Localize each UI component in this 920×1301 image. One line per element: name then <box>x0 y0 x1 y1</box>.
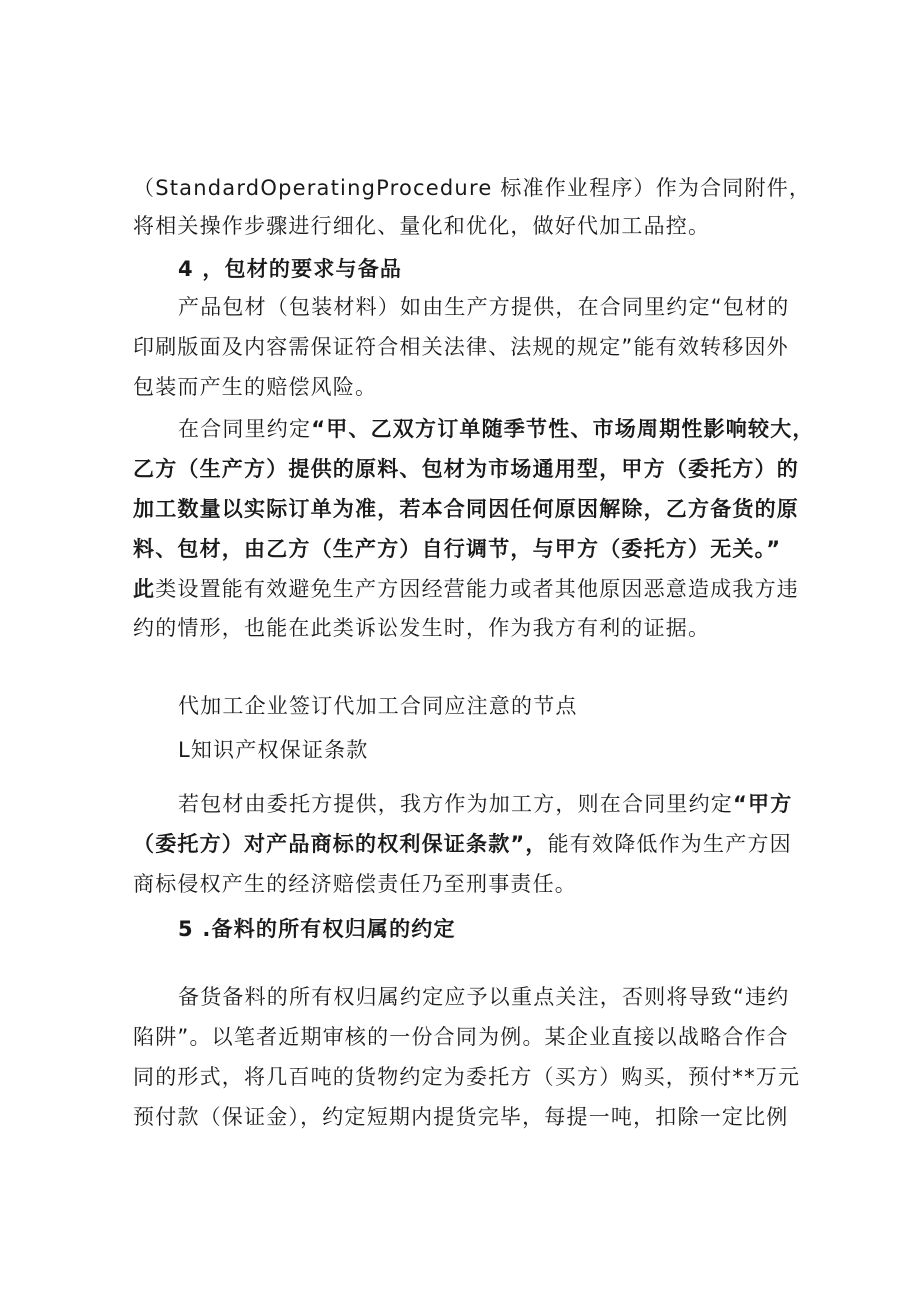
paragraph-line <box>178 790 792 818</box>
paragraph-line: 陷阱”。以笔者近期审核的一份合同为例。某企业直接以战略合作合 <box>133 1025 789 1049</box>
paragraph-line <box>178 415 815 443</box>
paragraph-line: 备货备料的所有权归属约定应予以重点关注，否则将导致“违约 <box>178 985 790 1009</box>
subheading-l: L知识产权保证条款 <box>178 738 369 762</box>
plain-text: 类设置能有效避免生产方因经营能力或者其他原因恶意造成我方违 <box>155 577 800 601</box>
plain-text: 若包材由委托方提供，我方作为加工方，则在合同里约定 <box>178 792 733 816</box>
paragraph-line: 印刷版面及内容需保证符合相关法律、法规的规定”能有效转移因外 <box>133 335 789 359</box>
paragraph-line: 同的形式，将几百吨的货物约定为委托方（买方）购买，预付**万元 <box>133 1065 801 1089</box>
paragraph-line: （StandardOperatingProcedure 标准作业程序）作为合同附件， <box>133 176 812 200</box>
bold-text: （委托方）对产品商标的权利保证条款”， <box>133 832 548 856</box>
plain-text: 能有效降低作为生产方因 <box>547 832 792 856</box>
subheading-5: 5 .备料的所有权归属的约定 <box>178 917 456 941</box>
paragraph-line: 加工数量以实际订单为准，若本合同因任何原因解除，乙方备货的原 <box>133 497 799 521</box>
paragraph-line: 包装而产生的赔偿风险。 <box>133 375 378 399</box>
paragraph-line: 乙方（生产方）提供的原料、包材为市场通用型，甲方（委托方）的 <box>133 457 799 481</box>
paragraph-line: 预付款（保证金），约定短期内提货完毕，每提一吨，扣除一定比例 <box>133 1105 789 1129</box>
paragraph-line: 料、包材，由乙方（生产方）自行调节，与甲方（委托方）无关。” <box>133 537 782 561</box>
bold-text: 此 <box>133 577 156 601</box>
subheading-4: 4 ，包材的要求与备品 <box>178 257 403 281</box>
bold-text: “甲、乙双方订单随季节性、市场周期性影响较大， <box>311 417 815 441</box>
bold-text: “甲方 <box>733 792 793 816</box>
section-title: 代加工企业签订代加工合同应注意的节点 <box>178 694 578 718</box>
paragraph-line: 将相关操作步骤进行细化、量化和优化，做好代加工品控。 <box>133 214 711 238</box>
paragraph-line <box>133 575 799 603</box>
paragraph-line: 产品包材（包装材料）如由生产方提供，在合同里约定“包材的 <box>178 295 790 319</box>
paragraph-line: 约的情形，也能在此类诉讼发生时，作为我方有利的证据。 <box>133 616 711 640</box>
plain-text: 在合同里约定 <box>178 417 312 441</box>
paragraph-line: 商标侵权产生的经济赔偿责任乃至刑事责任。 <box>133 872 577 896</box>
paragraph-line <box>133 830 792 858</box>
